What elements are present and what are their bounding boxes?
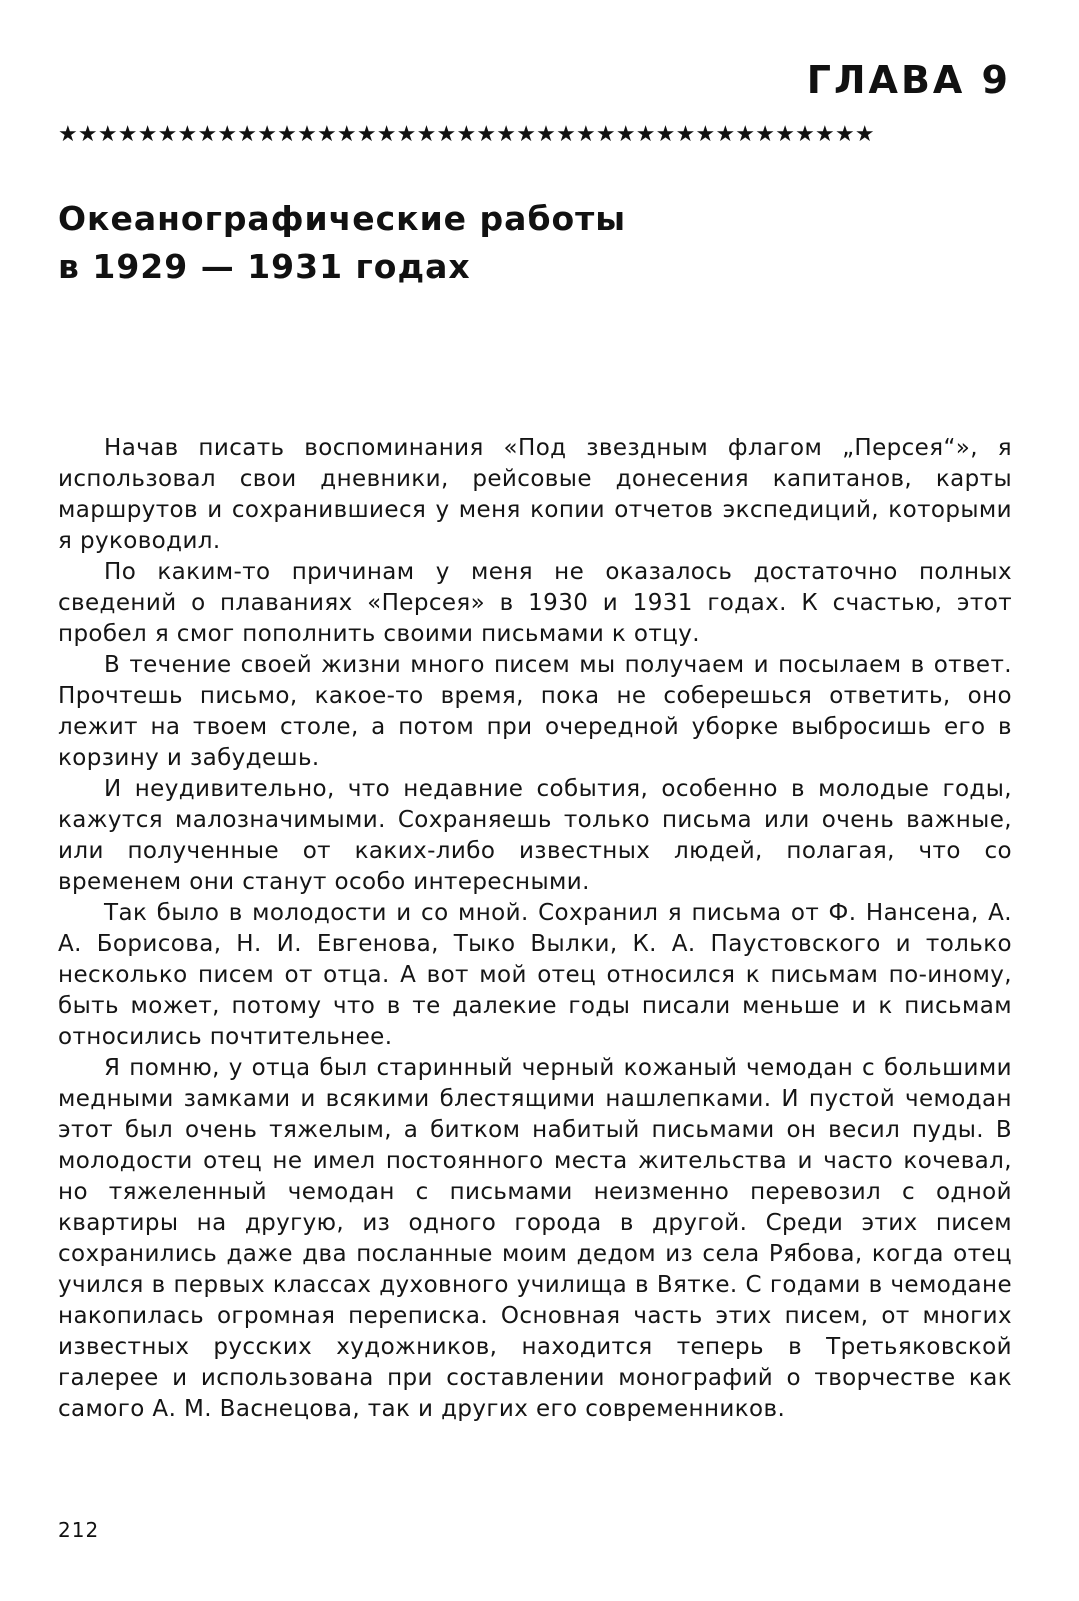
paragraph-1: Начав писать воспоминания «Под звездным флагом „Персея“», я использовал свои дневники, рейсовые донесения капитанов, карты маршрутов и сохранившиеся у меня копии отчетов экспедиций, которыми я руководил. [58, 435, 1012, 554]
paragraph-6: Я помню, у отца был старинный черный кожаный чемодан с большими медными замками и всякими блестящими нашлепками. И пустой чемодан этот был очень тяжелым, а битком набитый письмами он весил пуды. В молодости отец не имел постоянного места жительства и часто кочевал, но тяжеленный чемодан с письмами неизменно перевозил с одной квартиры на другую, из одного города в другой. Среди этих писем сохранились даже два посланные моим дедом из села Рябова, когда отец учился в первых классах духовного училища в Вятке. С годами в чемодане накопилась огромная переписка. Основная часть этих писем, от многих известных русских художников, находится теперь в Третьяковской галерее и использована при составлении монографий о творчестве как самого А. М. Васнецова, так и других его современников. [58, 1055, 1012, 1422]
star-divider: ★★★★★★★★★★★★★★★★★★★★★★★★★★★★★★★★★★★★★★★★★ [58, 122, 875, 147]
paragraph-3: В течение своей жизни много писем мы получаем и посылаем в ответ. Прочтешь письмо, какое-то время, пока не соберешься ответить, оно лежит на твоем столе, а потом при очередной уборке выбросишь его в корзину и забудешь. [58, 652, 1012, 771]
chapter-title [58, 195, 958, 291]
chapter-label: ГЛАВА 9 [806, 58, 1011, 102]
body-text [58, 433, 1012, 1425]
paragraph-2: По каким-то причинам у меня не оказалось достаточно полных сведений о плаваниях «Персея» в 1930 и 1931 годах. К счастью, этот пробел я смог пополнить своими письмами к отцу. [58, 559, 1012, 647]
chapter-title-line-2: в 1929 — 1931 годах [58, 247, 471, 286]
paragraph-4: И неудивительно, что недавние события, особенно в молодые годы, кажутся малозначимыми. Сохраняешь только письма или очень важные, или полученные от каких-либо известных людей, полагая, что со временем они станут особо интересными. [58, 776, 1012, 895]
page-number: 212 [58, 1518, 100, 1542]
chapter-title-line-1: Океанографические работы [58, 199, 627, 238]
paragraph-5: Так было в молодости и со мной. Сохранил я письма от Ф. Нансена, А. А. Борисова, Н. И. Евгенова, Тыко Вылки, К. А. Паустовского и только несколько писем от отца. А вот мой отец относился к письмам по-иному, быть может, потому что в те далекие годы писали меньше и к письмам относились почтительнее. [58, 900, 1012, 1050]
